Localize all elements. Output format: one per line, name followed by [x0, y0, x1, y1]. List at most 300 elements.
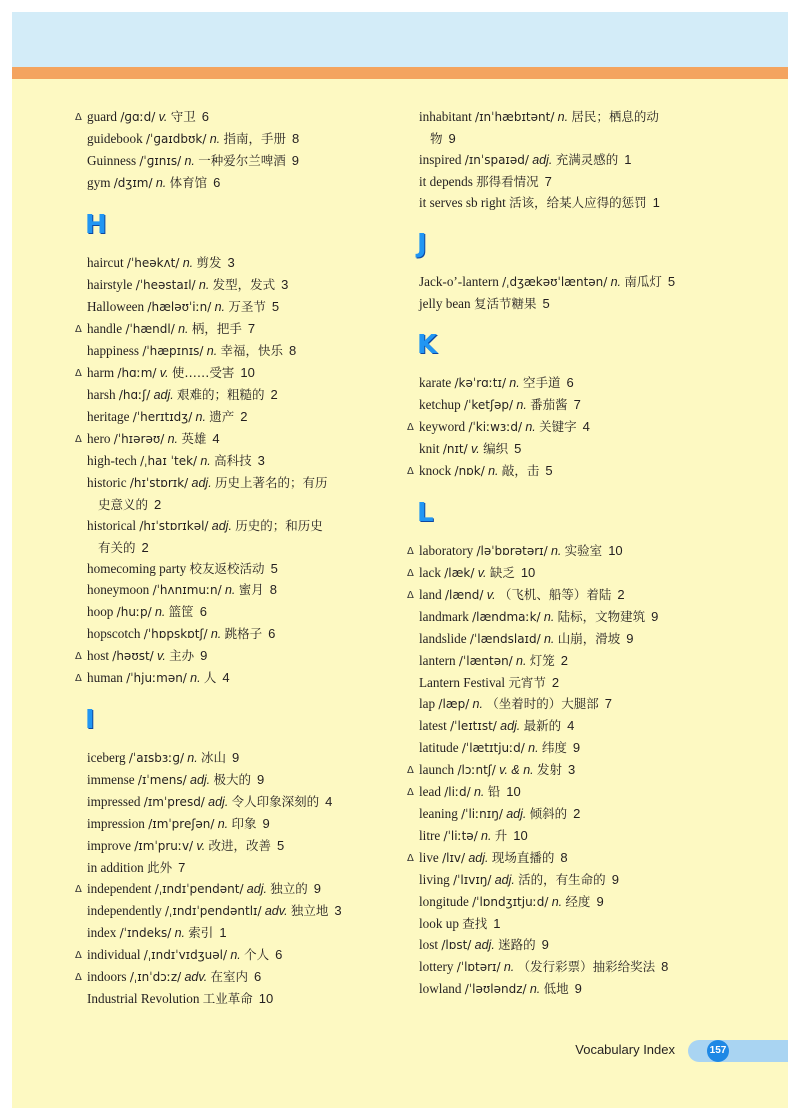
triangle-marker-icon: Δ — [407, 787, 414, 798]
headword: inhabitant — [419, 109, 472, 124]
index-entry — [408, 803, 728, 825]
part-of-speech: n. — [195, 410, 206, 424]
part-of-speech: adj. — [474, 938, 495, 952]
page-ref: 3 — [567, 762, 576, 777]
part-of-speech: n. — [214, 300, 226, 314]
translation: 居民；栖息的动 — [571, 109, 659, 124]
entry-line — [87, 966, 396, 988]
entry-line — [87, 835, 396, 857]
headword: lap — [419, 696, 436, 711]
index-entry — [76, 623, 396, 645]
index-entry — [408, 934, 728, 956]
headword: harm — [87, 365, 115, 380]
translation: 万圣节 — [228, 299, 266, 314]
headword: index — [87, 925, 117, 940]
headword: longitude — [419, 894, 469, 909]
translation: 那得看情况 — [476, 174, 539, 189]
page-ref: 9 — [232, 750, 240, 765]
page-ref: 5 — [542, 296, 550, 311]
page-ref: 1 — [624, 152, 632, 167]
index-entry — [408, 672, 728, 693]
translation: 改进，改善 — [208, 838, 271, 853]
translation: 个人 — [244, 947, 270, 962]
page-ref: 9 — [200, 648, 208, 663]
page-ref: 7 — [178, 860, 186, 875]
translation: 遗产 — [209, 409, 235, 424]
translation: 冰山 — [201, 750, 227, 765]
translation: 令人印象深刻的 — [231, 794, 320, 809]
headword: knit — [419, 441, 440, 456]
translation: 英雄 — [181, 431, 207, 446]
phonetic: /ˈhɪərəʊ/ — [113, 432, 165, 446]
translation: 此外 — [147, 860, 173, 875]
headword: in addition — [87, 860, 144, 875]
part-of-speech: adj. — [468, 851, 489, 865]
headword: gym — [87, 175, 111, 190]
translation: 南瓜灯 — [624, 274, 662, 289]
index-entry — [76, 922, 396, 944]
phonetic: /huːp/ — [116, 605, 152, 619]
index-entry — [408, 650, 728, 672]
phonetic: /kəˈrɑːtɪ/ — [454, 376, 506, 390]
headword: latitude — [419, 740, 459, 755]
entry-line — [87, 296, 396, 318]
translation: 使……受害 — [171, 365, 235, 380]
page-ref: 4 — [222, 670, 230, 685]
part-of-speech: adj. — [211, 519, 232, 533]
page-ref: 9 — [611, 872, 619, 887]
headword: keyword — [419, 419, 466, 434]
headword: independent — [87, 881, 152, 896]
translation: 充满灵感的 — [555, 152, 619, 167]
page-ref: 2 — [573, 806, 581, 821]
translation: 复活节糖果 — [473, 296, 537, 311]
part-of-speech: v. — [157, 649, 166, 663]
headword: landmark — [419, 609, 469, 624]
entry-line — [87, 384, 396, 406]
index-entry — [76, 362, 396, 384]
index-entry — [408, 847, 728, 869]
index-entry — [408, 606, 728, 628]
page-number-badge: 157 — [707, 1040, 729, 1062]
translation: 纬度 — [541, 740, 567, 755]
headword: ketchup — [419, 397, 461, 412]
entry-continuation — [87, 537, 396, 558]
page-ref: 6 — [199, 604, 207, 619]
entry-line — [87, 340, 396, 362]
entry-line — [419, 192, 728, 213]
translation: 关键字 — [539, 419, 577, 434]
headword: litre — [419, 828, 441, 843]
headword: Guinness — [87, 153, 137, 168]
phonetic: /ˌɪndɪˈpendəntlɪ/ — [165, 904, 262, 918]
phonetic: /ˈheəkʌt/ — [126, 256, 180, 270]
triangle-marker-icon: Δ — [407, 568, 414, 579]
page-ref: 4 — [582, 419, 590, 434]
page-ref: 3 — [257, 453, 265, 468]
footer-bar — [688, 1040, 788, 1062]
headword: Lantern Festival — [419, 675, 506, 690]
phonetic: /ˈhæpɪnɪs/ — [142, 344, 204, 358]
translation: 历史的；和历史 — [235, 518, 323, 533]
index-entry — [76, 150, 396, 172]
index-entry — [408, 956, 728, 978]
page-ref: 5 — [545, 463, 553, 478]
headword: lack — [419, 565, 441, 580]
translation: （发行彩票）抽彩给奖法 — [517, 959, 656, 974]
triangle-marker-icon: Δ — [407, 590, 414, 601]
index-entry — [408, 584, 728, 606]
headword: heritage — [87, 409, 130, 424]
entry-line — [87, 252, 396, 274]
headword: harsh — [87, 387, 116, 402]
entry-line — [87, 813, 396, 835]
entry-line — [419, 803, 728, 825]
phonetic: /ɪmˈpruːv/ — [134, 839, 194, 853]
translation: 陆标，文物建筑 — [557, 609, 646, 624]
part-of-speech: v. — [158, 110, 168, 124]
entry-line — [419, 715, 728, 737]
triangle-marker-icon: Δ — [75, 324, 82, 335]
part-of-speech: adj. — [246, 882, 267, 896]
part-of-speech: n. — [509, 376, 520, 390]
entry-continuation — [419, 128, 728, 149]
translation: 活该，给某人应得的惩罚 — [509, 195, 647, 210]
entry-line — [87, 922, 396, 944]
headword: impressed — [87, 794, 141, 809]
part-of-speech: n. — [154, 605, 166, 619]
headword: lottery — [419, 959, 454, 974]
translation: 经度 — [565, 894, 591, 909]
translation: 最新的 — [523, 718, 562, 733]
translation: 发射 — [536, 762, 562, 777]
page-ref: 1 — [493, 916, 501, 931]
page-ref: 1 — [652, 195, 660, 210]
entry-line — [87, 769, 396, 791]
section-letter: J — [417, 229, 427, 259]
headword: immense — [87, 772, 135, 787]
headword: live — [419, 850, 439, 865]
page-ref: 8 — [269, 582, 277, 597]
phonetic: /ˈhjuːmən/ — [126, 671, 187, 685]
phonetic: /hɪˈstɒrɪkəl/ — [139, 519, 209, 533]
entry-line — [419, 672, 728, 693]
headword: historic — [87, 475, 127, 490]
part-of-speech: n. — [557, 110, 569, 124]
entry-line — [87, 579, 396, 601]
page-ref: 5 — [667, 274, 676, 289]
entry-line — [419, 737, 728, 759]
part-of-speech: v. — [477, 566, 487, 580]
entry-line — [419, 438, 728, 460]
headword: lantern — [419, 653, 456, 668]
part-of-speech: n. — [206, 344, 218, 358]
headword: handle — [87, 321, 123, 336]
headword: iceberg — [87, 750, 126, 765]
translation: 幸福，快乐 — [220, 343, 284, 358]
page-ref: 5 — [277, 838, 285, 853]
translation: 蜜月 — [238, 582, 264, 597]
translation: 独立地 — [290, 903, 329, 918]
entry-line — [419, 271, 728, 293]
part-of-speech: n. — [481, 829, 492, 843]
index-entry — [408, 540, 728, 562]
index-entry — [76, 579, 396, 601]
page-ref: 2 — [617, 587, 625, 602]
page-ref: 2 — [560, 653, 569, 668]
headword: high-tech — [87, 453, 137, 468]
headword: hopscotch — [87, 626, 141, 641]
entry-line — [87, 878, 396, 900]
page-ref: 4 — [325, 794, 333, 809]
phonetic: /ˌɪnˈdɔːz/ — [129, 970, 182, 984]
header-stripe — [12, 67, 788, 79]
index-entry — [408, 149, 728, 171]
entry-line — [87, 428, 396, 450]
part-of-speech: adj. — [208, 795, 229, 809]
headword: human — [87, 670, 123, 685]
headword: lead — [419, 784, 441, 799]
index-entry — [408, 978, 728, 1000]
entry-line — [87, 944, 396, 966]
index-entry — [408, 628, 728, 650]
headword: haircut — [87, 255, 124, 270]
translation: 敲，击 — [501, 463, 540, 478]
index-entry — [408, 372, 728, 394]
index-entry — [408, 693, 728, 715]
index-entry — [76, 835, 396, 857]
phonetic: /lɔːntʃ/ — [457, 763, 496, 777]
phonetic: /ləˈbɒrətərɪ/ — [476, 544, 548, 558]
entry-line — [87, 150, 396, 172]
index-entry — [76, 966, 396, 988]
index-entry — [76, 645, 396, 667]
phonetic: /ˈɪndeks/ — [119, 926, 172, 940]
translation: 倾斜的 — [529, 806, 568, 821]
index-entry — [408, 192, 728, 213]
index-entry — [76, 515, 396, 558]
part-of-speech: n. — [543, 610, 555, 624]
page-ref: 5 — [270, 561, 278, 576]
part-of-speech: n. — [184, 154, 195, 168]
page-ref: 2 — [551, 675, 560, 690]
page-ref: 2 — [240, 409, 248, 424]
phonetic: /ˈhændl/ — [125, 322, 175, 336]
headword: hairstyle — [87, 277, 133, 292]
index-entry — [76, 274, 396, 296]
part-of-speech: n. — [155, 176, 167, 190]
index-entry — [408, 293, 728, 314]
headword: Halloween — [87, 299, 145, 314]
translation: 查找 — [462, 916, 488, 931]
page-ref: 4 — [212, 431, 220, 446]
part-of-speech: n. — [230, 948, 241, 962]
triangle-marker-icon: Δ — [75, 434, 82, 445]
index-entry — [76, 601, 396, 623]
phonetic: /ɡɑːd/ — [120, 110, 156, 124]
page-ref: 9 — [262, 816, 270, 831]
translation: 低地 — [543, 981, 569, 996]
page-ref: 6 — [201, 109, 209, 124]
headword: latest — [419, 718, 447, 733]
translation: 索引 — [188, 925, 214, 940]
page-ref: 9 — [651, 609, 659, 624]
headword: leaning — [419, 806, 458, 821]
part-of-speech: n. — [488, 464, 499, 478]
part-of-speech: v. — [470, 442, 480, 456]
index-entry — [408, 171, 728, 192]
index-entry — [408, 891, 728, 913]
phonetic: /ˈliːtə/ — [443, 829, 478, 843]
triangle-marker-icon: Δ — [75, 950, 82, 961]
page-ref: 7 — [247, 321, 256, 336]
part-of-speech: v. & n. — [499, 763, 534, 777]
page-ref: 8 — [291, 131, 300, 146]
index-column-left — [76, 106, 396, 1009]
phonetic: /ɪmˈpreʃən/ — [148, 817, 215, 831]
part-of-speech: n. — [210, 627, 222, 641]
headword: landslide — [419, 631, 467, 646]
part-of-speech: n. — [516, 654, 527, 668]
part-of-speech: n. — [610, 275, 622, 289]
entry-line — [419, 293, 728, 314]
index-entry — [408, 106, 728, 149]
index-entry — [76, 296, 396, 318]
part-of-speech: n. — [543, 632, 555, 646]
entry-line — [87, 362, 396, 384]
headword: impression — [87, 816, 145, 831]
page-ref: 9 — [291, 153, 299, 168]
headword: historical — [87, 518, 137, 533]
entry-line — [87, 172, 396, 194]
translation: 艰难的；粗糙的 — [177, 387, 265, 402]
headword: it depends — [419, 174, 473, 189]
headword: knock — [419, 463, 452, 478]
entry-line — [87, 106, 396, 128]
index-entry — [76, 106, 396, 128]
index-entry — [76, 450, 396, 472]
part-of-speech: n. — [174, 926, 185, 940]
page-ref: 5 — [514, 441, 522, 456]
translation: 升 — [494, 828, 508, 843]
entry-line — [87, 623, 396, 645]
part-of-speech: n. — [209, 132, 221, 146]
index-entry — [76, 944, 396, 966]
page-ref: 1 — [219, 925, 227, 940]
translation-continued: 有关的 — [98, 540, 136, 555]
index-column-right — [408, 106, 728, 1000]
part-of-speech: adj. — [532, 153, 553, 167]
phonetic: /hɑːʃ/ — [118, 388, 151, 402]
part-of-speech: n. — [473, 785, 485, 799]
index-entry — [76, 172, 396, 194]
page-ref: 6 — [566, 375, 574, 390]
translation: 主办 — [169, 648, 195, 663]
entry-line — [419, 171, 728, 192]
phonetic: /ˈlændslaɪd/ — [469, 632, 541, 646]
headword: guard — [87, 109, 118, 124]
translation: 活的，有生命的 — [518, 872, 606, 887]
headword: karate — [419, 375, 452, 390]
part-of-speech: adj. — [500, 719, 521, 733]
entry-line — [419, 934, 728, 956]
phonetic: /ˈliːnɪŋ/ — [461, 807, 503, 821]
index-entry — [76, 318, 396, 340]
translation: 剪发 — [196, 255, 222, 270]
index-entry — [408, 715, 728, 737]
index-entry — [408, 913, 728, 934]
page-ref: 9 — [541, 937, 549, 952]
entry-line — [87, 450, 396, 472]
part-of-speech: v. — [486, 588, 496, 602]
page-ref: 3 — [227, 255, 235, 270]
page-ref: 2 — [270, 387, 278, 402]
translation: 番茄酱 — [530, 397, 568, 412]
triangle-marker-icon: Δ — [75, 972, 82, 983]
phonetic: /ˈkiːwɜːd/ — [468, 420, 523, 434]
phonetic: /ˈləʊləndz/ — [464, 982, 527, 996]
part-of-speech: n. — [217, 817, 229, 831]
part-of-speech: v. — [196, 839, 206, 853]
entry-line — [87, 988, 396, 1009]
triangle-marker-icon: Δ — [75, 673, 82, 684]
phonetic: /ɪˈmens/ — [137, 773, 187, 787]
index-entry — [408, 759, 728, 781]
page-ref: 9 — [448, 131, 456, 146]
headword: Industrial Revolution — [87, 991, 200, 1006]
translation: 元宵节 — [508, 675, 546, 690]
translation: 空手道 — [523, 375, 561, 390]
part-of-speech: n. — [187, 751, 198, 765]
part-of-speech: n. — [528, 741, 539, 755]
phonetic: /nɪt/ — [442, 442, 468, 456]
phonetic: /ˈhʌnɪmuːn/ — [152, 583, 222, 597]
headword: improve — [87, 838, 131, 853]
translation: 篮筐 — [168, 604, 194, 619]
entry-line — [87, 128, 396, 150]
translation: 缺乏 — [489, 565, 515, 580]
entry-line — [87, 747, 396, 769]
phonetic: /ˈlɪvɪŋ/ — [453, 873, 492, 887]
index-entry — [76, 878, 396, 900]
header-band — [12, 12, 788, 67]
phonetic: /lɪv/ — [442, 851, 466, 865]
index-entry — [408, 416, 728, 438]
entry-line — [87, 857, 396, 878]
page-ref: 4 — [567, 718, 575, 733]
entry-line — [419, 628, 728, 650]
section-letter: I — [85, 705, 95, 735]
entry-line — [419, 847, 728, 869]
phonetic: /læp/ — [438, 697, 470, 711]
page-ref: 9 — [574, 981, 582, 996]
part-of-speech: adj. — [506, 807, 527, 821]
triangle-marker-icon: Δ — [75, 651, 82, 662]
translation: 编织 — [483, 441, 509, 456]
page-ref: 10 — [240, 365, 255, 380]
triangle-marker-icon: Δ — [75, 368, 82, 379]
index-entry — [408, 781, 728, 803]
page-ref: 6 — [253, 969, 262, 984]
page-ref: 10 — [258, 991, 274, 1006]
part-of-speech: n. — [167, 432, 179, 446]
entry-line — [419, 869, 728, 891]
translation: 校友返校活动 — [189, 561, 265, 576]
entry-line — [419, 416, 728, 438]
part-of-speech: n. — [551, 895, 563, 909]
page-ref: 8 — [560, 850, 568, 865]
translation: 迷路的 — [498, 937, 536, 952]
